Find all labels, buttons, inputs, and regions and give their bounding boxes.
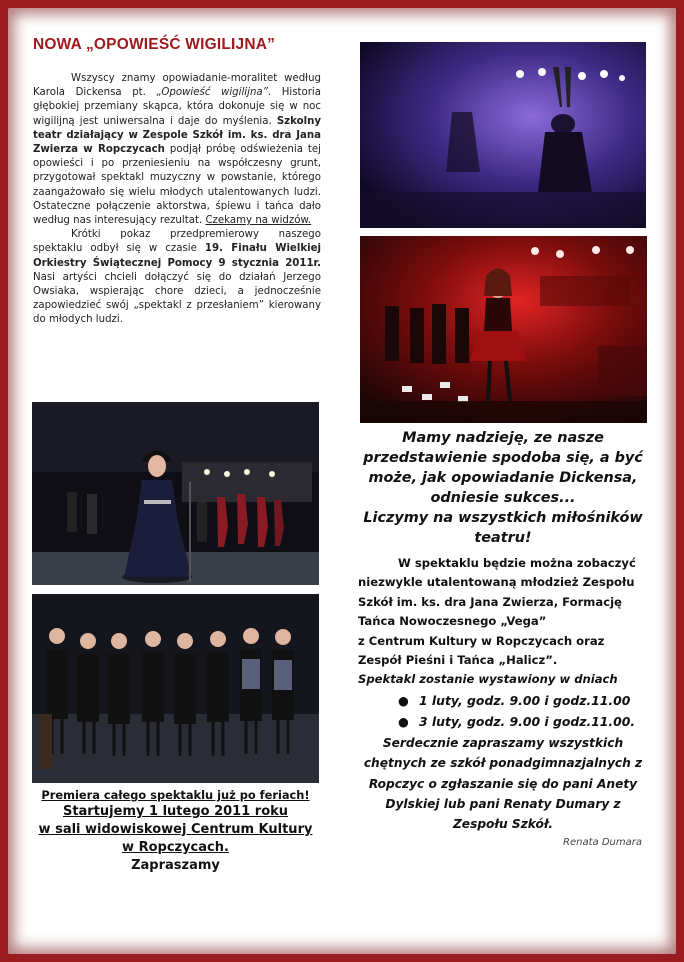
theatre-lovers-line: Liczymy na wszystkich miłośników teatru!: [363, 510, 643, 546]
performance-info: [358, 554, 648, 690]
hope-statement: Mamy nadzieję, ze nasze przedstawienie spodoba się, a być może, jak opowiadanie Dickensa, odniesie sukces... Liczymy na wszystkich miłośników teatru!: [358, 428, 648, 548]
date-item: ● 1 luty, godz. 9.00 i godz.11.00: [358, 690, 648, 711]
photo-choir: [32, 594, 319, 783]
performance-dates: [358, 690, 648, 732]
page-title: NOWA „OPOWIEŚĆ WIGILIJNA”: [33, 36, 276, 53]
premiere-headline: Premiera całego spektaklu już po feriach!: [41, 788, 310, 802]
photo-singer-art: [32, 402, 319, 585]
bullet-icon: ●: [398, 692, 409, 708]
info-performers: W spektaklu będzie można zobaczyć niezwykle utalentowaną młodzież Zespołu Szkół im. ks. dra Jana Zwierza, Formację Tańca Nowoczesnego „Vega”: [358, 556, 636, 629]
call-to-action: Czekamy na widzów.: [205, 215, 312, 227]
invitation-text: Serdecznie zapraszamy wszystkich chętnych ze szkół ponadgimnazjalnych z Ropczyc o zgłaszanie się do pani Anety Dylskiej lub pani Renaty Dumary z Zespołu Szkół.: [363, 735, 643, 832]
info-dates-intro: Spektakl zostanie wystawiony w dniach: [358, 672, 618, 687]
book-title: „Opowieść wigilijna”: [156, 87, 268, 99]
article-paragraph-1: Wszyscy znamy opowiadanie-moralitet według Karola Dickensa pt. „Opowieść wigilijna”. Historia głębokiej przemiany skąpca, która dokonuje się w noc wigilijną jest uniwersalna i daje do myślenia. Szkolny teatr działający w Zespole Szkół im. ks. dra Jana Zwierza w Ropczycach podjął próbę odświeżenia tej opowieści i po przeniesieniu na współczesny grunt, przygotował spektakl muzyczny w powstanie, którego zaangażowało się wielu młodych utalentowanych ludzi. Ostateczne połączenie aktorstwa, śpiewu i tańca dało według nas interesujący rezultat. Czekamy na widzów.: [33, 73, 321, 227]
article-paragraph-2: Krótki pokaz przedpremierowy naszego spektaklu odbył się w czasie 19. Finału Wielkiej Orkiestry Świątecznej Pomocy 9 stycznia 2011r. Nasi artyści chcieli dołączyć się do działań Jerzego Owsiaka, wspierając chore dzieci, a jednocześnie zapowiedzieć swój „spektakl z przesłaniem” kierowany do młodych ludzi.: [33, 229, 321, 326]
right-column: [358, 428, 648, 848]
bullet-icon: ●: [398, 713, 409, 729]
author-signature: Renata Dumara: [563, 836, 642, 848]
premiere-invite: Zapraszamy: [131, 858, 220, 873]
photo-red-art: [360, 236, 647, 423]
premiere-caption: [32, 787, 319, 875]
date-item: ● 3 luty, godz. 9.00 i godz.11.00.: [358, 711, 648, 732]
photo-red-stage: [360, 236, 647, 423]
photo-purple-stage: [360, 42, 646, 228]
premiere-town: w Ropczycach.: [122, 840, 229, 855]
photo-choir-art: [32, 594, 319, 783]
article-text: [33, 72, 321, 328]
premiere-venue: w sali widowiskowej Centrum Kultury: [38, 822, 313, 837]
photo-purple-art: [360, 42, 646, 228]
premiere-date: Startujemy 1 lutego 2011 roku: [62, 804, 289, 819]
info-culture-centre: z Centrum Kultury w Ropczycach oraz: [358, 633, 605, 648]
photo-singer: [32, 402, 319, 585]
info-halicz: Zespół Pieśni i Tańca „Halicz”.: [358, 653, 558, 668]
